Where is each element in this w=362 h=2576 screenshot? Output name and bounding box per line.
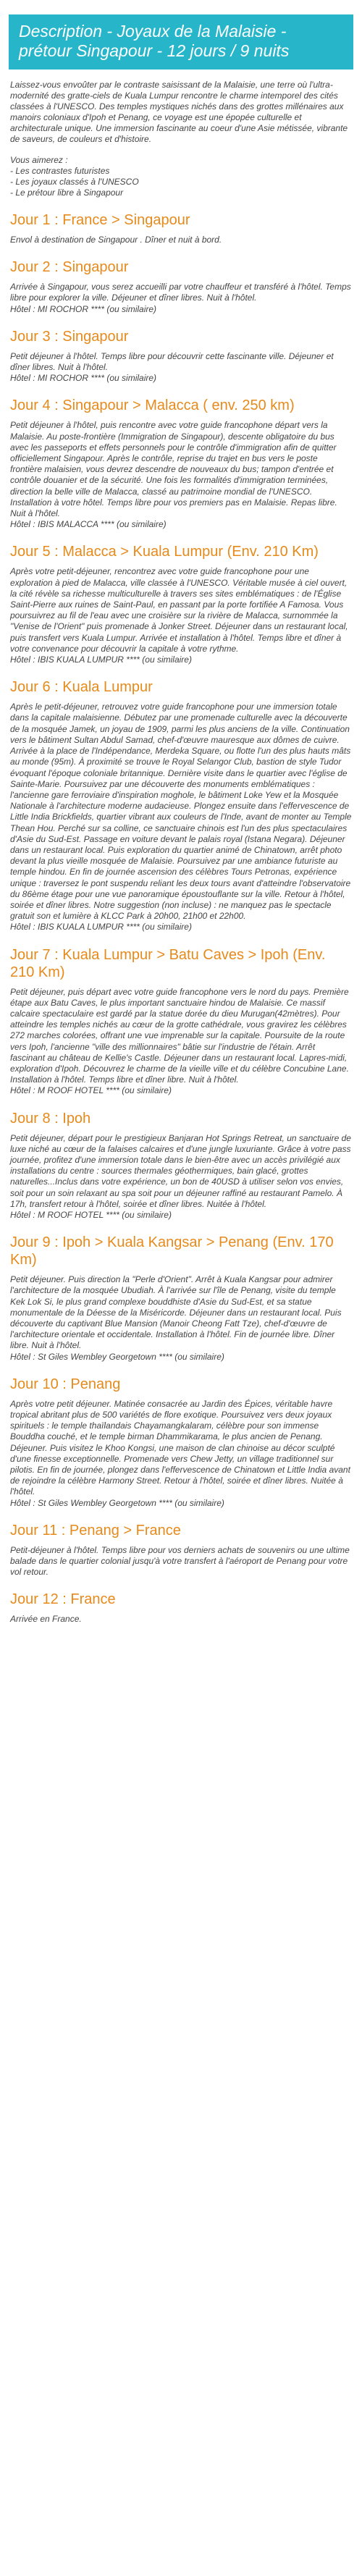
- day-section: [0, 1591, 362, 1625]
- day-description: Arrivée à Singapour, vous serez accueilli par votre chauffeur et transféré à l'hôtel. Temps libre pour explorer la ville. Déjeuner et dîner libres. Nuit à l'hôtel.: [10, 282, 351, 303]
- day-section: [0, 1522, 362, 1578]
- day-title: Jour 5 : Malacca > Kuala Lumpur (Env. 210 Km): [10, 544, 319, 560]
- day-description: Petit déjeuner à l'hôtel. Temps libre pour découvrir cette fascinante ville. Déjeuner et dîner libres. Nuit à l'hôtel.: [10, 350, 334, 373]
- page-title: Description - Joyaux de la Malaisie - prétour Singapour - 12 jours / 9 nuits: [9, 14, 353, 70]
- day-section: [0, 258, 362, 315]
- day-description: Après le petit-déjeuner, retrouvez votre guide francophone pour une immersion totale dans la capitale malaisienne. Débutez par une promenade culturelle avec la découverte de la mosquée Jamek, un joyau de 1909, parmi les plus anciens de la ville. Continuation vers le bâtiment Sultan Abdul Samad, chef-d'œuvre mauresque aux dômes de cuivre. Arrivée à la place de l'Indépendance, Merdeka Square, ou flotte l'un des plus hauts mâts au monde (95m). À proximité se trouve le Royal Selangor Club, bastion de style Tudor évoquant l'époque coloniale britannique. Dernière visite dans le quartier avec l'église de Sainte-Marie. Poursuivez par une découverte des monuments emblématiques : l'ancienne gare ferroviaire d'inspiration moghole, le bâtiment Loke Yew et la Mosquée Nationale à l'architecture moderne audacieuse. Plongez ensuite dans l'effervescence de Little India Brickfields, quartier vibrant aux couleurs de l'Inde, avant de monter au Temple Thean Hou. Perché sur sa colline, ce sanctuaire chinois est l'un des plus spectaculaires d'Asie du Sud-Est. Passage en voiture devant le palais royal (Istana Negara). Déjeuner dans un restaurant local. Puis exploration du quartier animé de Chinatown, arrêt photo devant la plus vieille mosquée de Malaisie. Poursuivez par une ambiance futuriste au temple hindou. En fin de journée ascension des célèbres Tours Petronas, expérience unique : traversez le pont suspendu reliant les deux tours avant d'atteindre l'observatoire du 86ème étage pour une vue panoramique époustouflante sur la ville. Retour à l'hôtel, soirée et dîner libres. Notre suggestion (non incluse) : ne manquez pas le spectacle gratuit son et lumière à KLCC Park à 20h00, 21h00 et 22h00.: [10, 702, 352, 922]
- day-title: Jour 3 : Singapour: [10, 328, 129, 345]
- day-description: Petit déjeuner, départ pour le prestigieux Banjaran Hot Springs Retreat, un sanctuaire de luxe niché au cœur de la falaises calcaires et d'une jungle luxuriante. Grâce à votre pass journée, profitez d'une immersion totale dans le bien-être avec un accès privilégié aux installations du centre : sources thermales géothermiques, bain glacé, grottes naturelles...Inclus dans votre expérience, un bon de 40USD à utiliser selon vos envies, soit pour un soin relaxant au spa soit pour un déjeuner raffiné au restaurant Pamelo. À 17h, transfert retour à l'hôtel, soirée et dîner libres. Nuitée à l'hôtel.: [10, 1132, 351, 1209]
- day-hotel: Hôtel : M ROOF HOTEL **** (ou similaire): [10, 1210, 172, 1220]
- itinerary-page: [0, 14, 362, 1669]
- day-title: Jour 12 : France: [10, 1591, 116, 1608]
- day-title: Jour 9 : Ipoh > Kuala Kangsar > Penang (Env. 170 Km): [10, 1234, 334, 1268]
- day-section: [0, 211, 362, 245]
- day-hotel: Hôtel : St Giles Wembley Georgetown **** (ou similaire): [10, 1497, 224, 1508]
- highlight-item: - Le prétour libre à Singapour: [10, 188, 124, 198]
- day-title: Jour 4 : Singapour > Malacca ( env. 250 km): [10, 397, 295, 414]
- day-description: Envol à destination de Singapour . Dîner et nuit à bord.: [10, 235, 222, 245]
- day-title: Jour 11 : Penang > France: [10, 1522, 181, 1539]
- day-description: Petit déjeuner. Puis direction la "Perle d'Orient". Arrêt à Kuala Kangsar pour admirer l'architecture de la mosquée Ubudiah. À l'arrivée sur l'île de Penang, visite du temple Kek Lok Si, le plus grand complexe bouddhiste d'Asie du Sud-Est, et sa statue monumentale de la Déesse de la Miséricorde. Déjeuner dans un restaurant local. Puis découverte du captivant Blue Mansion (Manoir Cheong Fatt Tze), chef-d'œuvre de l'architecture orientale et occidentale. Installation à l'hôtel. Fin de journée libre. Dîner libre. Nuit à l'hôtel.: [10, 1274, 342, 1351]
- day-title: Jour 10 : Penang: [10, 1376, 121, 1392]
- day-section: [0, 328, 362, 384]
- day-description: Petit-déjeuner à l'hôtel. Temps libre pour vos derniers achats de souvenirs ou une ultime balade dans le quartier colonial jusqu'à votre transfert à l'aéroport de Penang pour votre vol retour.: [10, 1544, 350, 1578]
- day-section: [0, 946, 362, 1097]
- day-hotel: Hôtel : IBIS KUALA LUMPUR **** (ou similaire): [10, 654, 192, 665]
- day-section: [0, 1234, 362, 1363]
- day-section: [0, 1110, 362, 1221]
- highlights-heading: Vous aimerez :: [10, 155, 68, 165]
- day-description: Après votre petit déjeuner. Matinée consacrée au Jardin des Épices, véritable havre tropical abritant plus de 500 variétés de flore exotique. Poursuivez vers deux joyaux spirituels : le temple thaïlandais Chayamangkalaram, célèbre pour son immense Bouddha couché, et le temple birman Dhammikarama, le plus ancien de Penang. Déjeuner. Puis visitez le Khoo Kongsi, une maison de clan chinoise au décor sculpté d'une finesse exceptionnelle. Promenade vers Chew Jetty, un village traditionnel sur pilotis. En fin de journée, plongez dans l'effervescence de Chinatown et Little India avant de rejoindre la célèbre Harmony Street. Retour à l'hôtel, soirée et dîner libres. Nuitée à l'hôtel.: [10, 1398, 350, 1497]
- day-title: Jour 1 : France > Singapour: [10, 212, 190, 228]
- day-hotel: Hôtel : MI ROCHOR **** (ou similaire): [10, 303, 157, 314]
- day-section: [0, 678, 362, 933]
- day-title: Jour 6 : Kuala Lumpur: [10, 679, 153, 696]
- day-title: Jour 8 : Ipoh: [10, 1110, 91, 1127]
- intro-paragraph: Laissez-vous envoûter par le contraste saisissant de la Malaisie, une terre où l'ultra-modernité des gratte-ciels de Kuala Lumpur rencontre le charme intemporel des cités classées à l'UNESCO. Des temples mystiques nichés dans des grottes millénaires aux manoirs coloniaux d'Ipoh et Penang, ce voyage est une épopée culturelle et architecturale unique. Une immersion fascinante au coeur d'une Asie métissée, vibrante de saveurs, de couleurs et d'histoire.: [10, 80, 348, 144]
- day-description: Petit déjeuner, puis départ avec votre guide francophone vers le nord du pays. Première étape aux Batu Caves, le plus important sanctuaire hindou de Malaisie. Ce massif calcaire spectaculaire est gardé par la statue dorée du dieu Murugan(42mètres). Pour atteindre les temples nichés au cœur de la grotte cathédrale, vous gravirez les célèbres 272 marches colorées, offrant une vue imprenable sur la capitale. Poursuite de la route vers Ipoh, l'ancienne "ville des millionnaires" bâtie sur l'industrie de l'étain. Arrêt fascinant au château de Kellie's Castle. Déjeuner dans un restaurant local. Lapres-midi, exploration d'Ipoh. Découvrez le charme de la vieille ville et du célèbre Concubine Lane. Installation à l'hôtel. Temps libre et dîner libre. Nuit à l'hôtel.: [10, 986, 349, 1085]
- highlights-list: [10, 166, 352, 198]
- day-hotel: Hôtel : IBIS KUALA LUMPUR **** (ou similaire): [10, 922, 192, 933]
- day-section: [0, 543, 362, 665]
- day-title: Jour 7 : Kuala Lumpur > Batu Caves > Ipoh (Env. 210 Km): [10, 946, 326, 980]
- intro-section: [0, 80, 362, 198]
- day-hotel: Hôtel : St Giles Wembley Georgetown **** (ou similaire): [10, 1351, 224, 1362]
- day-title: Jour 2 : Singapour: [10, 259, 129, 276]
- day-hotel: Hôtel : M ROOF HOTEL **** (ou similaire): [10, 1085, 172, 1096]
- day-section: [0, 397, 362, 530]
- day-hotel: Hôtel : IBIS MALACCA **** (ou similaire): [10, 519, 167, 530]
- day-section: [0, 1376, 362, 1509]
- highlight-item: - Les joyaux classés à l'UNESCO: [10, 177, 139, 187]
- day-list: [0, 211, 362, 1625]
- day-description: Petit déjeuner à l'hôtel, puis rencontre avec votre guide francophone départ vers la Malaisie. Au poste-frontière (Immigration de Singapour), descente obligatoire du bus avec les passeports et effets personnels pour le contrôle d'immigration afin de quitter officiellement Singapour. Après le contrôle, reprise du trajet en bus vers le poste frontière malaisien, vous devrez descendre de nouveaux du bus; tampon d'entrée et contrôle douanier et de la sécurité. Une fois les formalités d'immigration terminées, direction la belle ville de Malacca, classé au patrimoine mondial de l'UNESCO. Installation à votre hôtel. Temps libre pour vos premiers pas en Malaisie. Repas libre. Nuit à l'hôtel.: [10, 420, 337, 519]
- day-description: Après votre petit-déjeuner, rencontrez avec votre guide francophone pour une exploration à pied de Malacca, ville classée à l'UNESCO. Véritable musée à ciel ouvert, la cité révèle sa richesse multiculturelle à travers ses sites emblématiques : de l'Église Saint-Pierre aux ruines de Saint-Paul, en passant par la porte fortifiée A Famosa. Vous poursuivrez au fil de l'eau avec une croisière sur la rivière de Malacca, surnommée la "Venise de l'Orient" puis promenade à Jonker Street. Déjeuner dans un restaurant local, puis transfert vers Kuala Lumpur. Arrivée et installation à l'hôtel. Temps libre et dîner à votre convenance pour découvrir la capitale à votre rythme.: [10, 566, 348, 654]
- highlight-item: - Les contrastes futuristes: [10, 166, 110, 176]
- day-hotel: Hôtel : MI ROCHOR **** (ou similaire): [10, 373, 157, 384]
- day-description: Arrivée en France.: [10, 1614, 82, 1625]
